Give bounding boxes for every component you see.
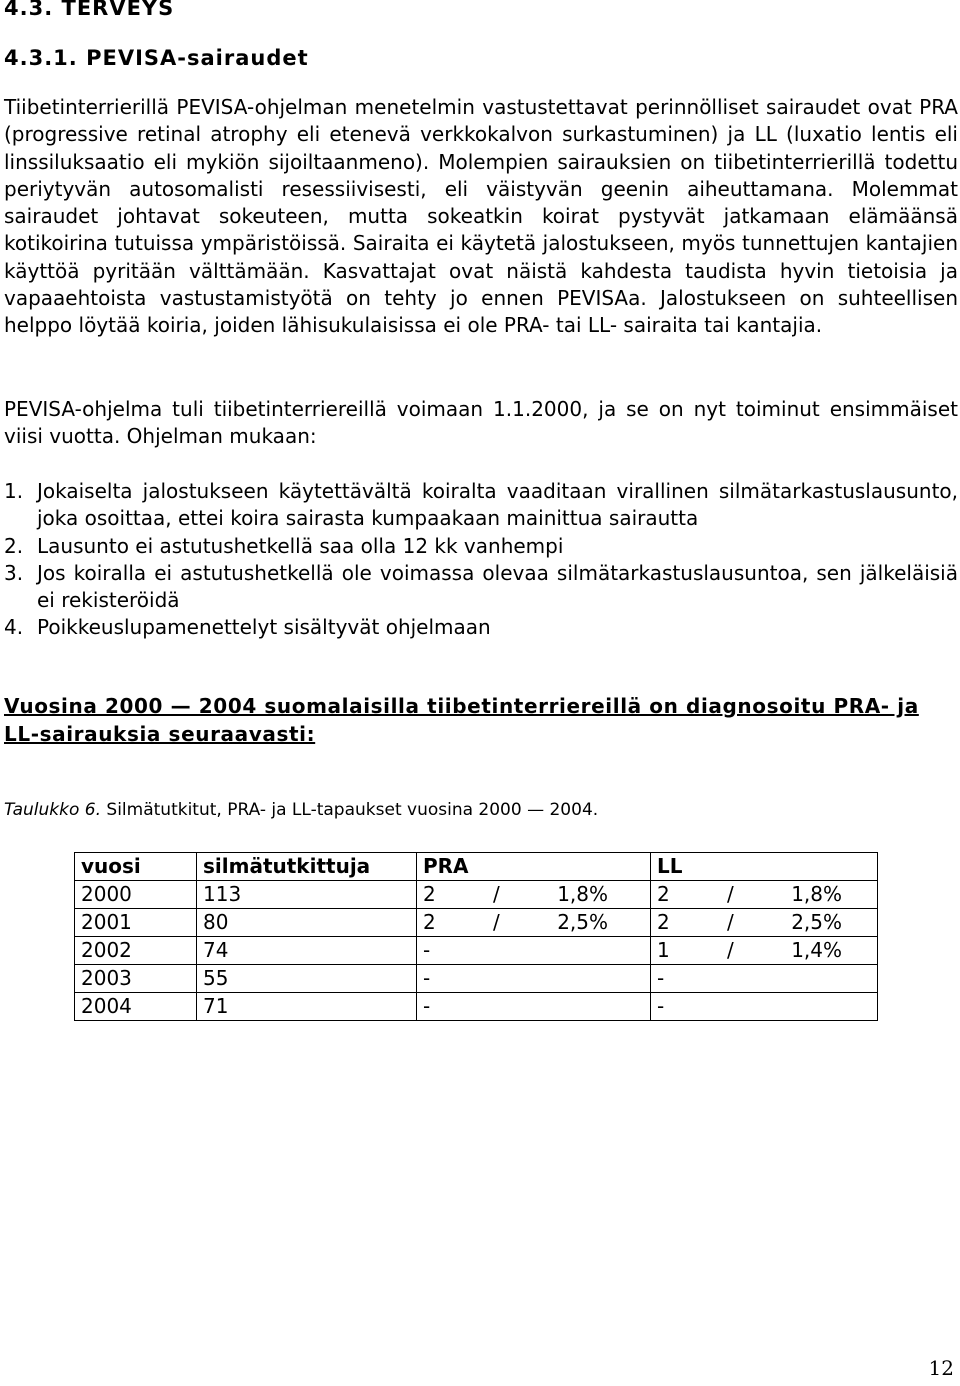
pra-separator: / (493, 910, 500, 934)
ll-percent (772, 965, 842, 992)
intro-paragraph: Tiibetinterrierillä PEVISA-ohjelman menetelmin vastustettavat perinnölliset sairaudet ovat PRA (progressive retinal atrophy eli etenevä verkkokalvon surkastuminen) ja LL (luxatio lentis eli linssiluksaatio eli mykiön sijoiltaanmeno). Molempien sairauksien on tiibetinterrierillä todettu periytyvän autosomalisti resessiivisesti, eli väistyvän geenin aiheuttamana. Molemmat sairaudet johtavat sokeuteen, mutta sokeatkin koirat pystyvät jatkamaan elämäänsä kotikoirina tutuissa ympäristöissä. Sairaita ei käytetä jalostukseen, myös tunnettujen kantajien käyttöä pyritään välttämään. Kasvattajat ovat näistä kahdesta taudista hyvin tietoisia ja vapaaehtoista vastustamistyötä on tehty jo ennen PEVISAa. Jalostukseen on suhteellisen helppo löytää koiria, joiden lähisukulaisissa ei ole PRA- tai LL- sairaita tai kantajia. (4, 95, 958, 338)
list-number: 1. (4, 479, 24, 503)
ll-percent: 1,4% (791, 938, 842, 962)
list-item (4, 478, 958, 533)
cell-pra (417, 993, 651, 1021)
page-number: 12 (928, 1356, 954, 1380)
list-text: Jokaiselta jalostukseen käytettävältä koiralta vaaditaan virallinen silmätarkastuslausunto, joka osoittaa, ettei koira sairasta kumpaakaan mainittua sairautta (37, 479, 958, 531)
cell-pra (417, 937, 651, 965)
section-heading: 4.3. TERVEYS (4, 0, 175, 20)
list-number: 2. (4, 533, 24, 558)
ll-percent: 1,8% (791, 882, 842, 906)
pra-count: - (423, 994, 431, 1018)
table-row (75, 881, 878, 909)
ll-separator (727, 993, 772, 1020)
list-text: Lausunto ei astutushetkellä saa olla 12 kk vanhempi (37, 533, 564, 558)
cell-ll (651, 909, 878, 937)
subsection-heading: 4.3.1. PEVISA-sairaudet (4, 46, 309, 70)
pra-percent: 2,5% (557, 910, 608, 934)
eye-examination-table (74, 852, 878, 1021)
ll-count: - (657, 994, 665, 1018)
list-item (4, 560, 958, 615)
cell-year: 2003 (75, 965, 197, 993)
list-text: Poikkeuslupamenettelyt sisältyvät ohjelmaan (37, 615, 491, 640)
cell-year: 2002 (75, 937, 197, 965)
table-row (75, 909, 878, 937)
header-examined: silmätutkittuja (197, 853, 417, 881)
pra-percent (538, 937, 608, 964)
table-caption (4, 800, 598, 820)
table-header-row (75, 853, 878, 881)
table-row (75, 965, 878, 993)
ll-percent (772, 993, 842, 1020)
ll-count: 2 (657, 910, 670, 934)
cell-examined: 80 (197, 909, 417, 937)
pra-count: - (423, 938, 431, 962)
cell-examined: 55 (197, 965, 417, 993)
caption-label: Taulukko 6. (4, 800, 102, 820)
pra-percent (538, 993, 608, 1020)
ll-percent: 2,5% (791, 910, 842, 934)
table-row (75, 937, 878, 965)
ll-separator: / (727, 882, 734, 906)
cell-ll (651, 965, 878, 993)
caption-text: Silmätutkitut, PRA- ja LL-tapaukset vuosina 2000 — 2004. (101, 800, 599, 820)
pra-separator (493, 937, 538, 964)
pra-separator (493, 993, 538, 1020)
program-rules-list (4, 478, 958, 642)
ll-count: - (657, 966, 665, 990)
list-item (4, 614, 958, 641)
pra-count: - (423, 966, 431, 990)
header-ll: LL (651, 853, 878, 881)
cell-examined: 71 (197, 993, 417, 1021)
cell-ll (651, 993, 878, 1021)
cell-ll (651, 881, 878, 909)
pra-count: 2 (423, 882, 436, 906)
pra-separator: / (493, 882, 500, 906)
table-row (75, 993, 878, 1021)
pra-percent: 1,8% (557, 882, 608, 906)
ll-count: 2 (657, 882, 670, 906)
list-item (4, 533, 958, 560)
ll-separator: / (727, 938, 734, 962)
program-paragraph: PEVISA-ohjelma tuli tiibetinterriereillä voimaan 1.1.2000, ja se on nyt toiminut ensimmäiset viisi vuotta. Ohjelman mukaan: (4, 397, 958, 449)
cell-ll (651, 937, 878, 965)
header-pra: PRA (417, 853, 651, 881)
cell-pra (417, 881, 651, 909)
list-number: 3. (4, 560, 24, 585)
cell-pra (417, 909, 651, 937)
list-number: 4. (4, 615, 24, 640)
pra-separator (493, 965, 538, 992)
list-text: Jos koiralla ei astutushetkellä ole voimassa olevaa silmätarkastuslausuntoa, sen jälkeläisiä ei rekisteröidä (37, 560, 958, 613)
cell-year: 2001 (75, 909, 197, 937)
ll-count: 1 (657, 938, 670, 962)
ll-separator: / (727, 910, 734, 934)
pra-count: 2 (423, 910, 436, 934)
cell-examined: 74 (197, 937, 417, 965)
cell-year: 2000 (75, 881, 197, 909)
cell-examined: 113 (197, 881, 417, 909)
table-section-title: Vuosina 2000 — 2004 suomalaisilla tiibetinterriereillä on diagnosoitu PRA- ja LL-sairauksia seuraavasti: (4, 694, 919, 746)
header-year: vuosi (75, 853, 197, 881)
cell-pra (417, 965, 651, 993)
ll-separator (727, 965, 772, 992)
pra-percent (538, 965, 608, 992)
cell-year: 2004 (75, 993, 197, 1021)
